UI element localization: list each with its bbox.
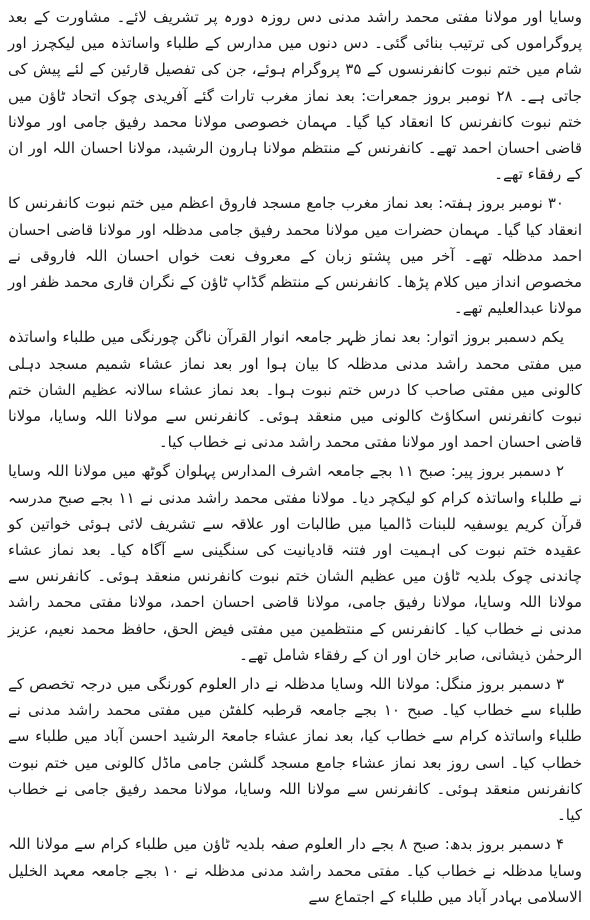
paragraph-dec-2: ۲ دسمبر بروز پیر: صبح ۱۱ بجے جامعہ اشرف المدارس پہلوان گوٹھ میں مولانا اللہ وسایا نے طلباء واساتذہ کرام کو لیکچر دیا۔ مولانا مفتی محمد راشد مدنی نے ۱۱ بجے صبح مدرسہ قرآن کریم یوسفیہ للبنات ڈالمیا میں طالبات اور علاقہ سے تشریف لائی ہوئی خواتین کو عقیدہ ختم نبوت کی اہمیت اور فتنہ قادیانیت کی سنگینی سے آگاہ کیا۔ بعد نماز عشاء چاندنی چوک بلدیہ ٹاؤن میں عظیم الشان ختم نبوت کانفرنس منعقد ہوئی۔ کانفرنس سے مولانا اللہ وسایا، مولانا رفیق جامی، مولانا قاضی احسان احمد، مولانا مفتی محمد راشد مدنی نے خطاب کیا۔ کانفرنس کے منتظمین میں مفتی فیض الحق، حافظ محمد نعیم، عزیز الرحمٰن ذیشانی، صابر خان اور ان کے رفقاء شامل تھے۔: [8, 462, 583, 664]
paragraph-intro: وسایا اور مولانا مفتی محمد راشد مدنی دس روزہ دورہ پر تشریف لائے۔ مشاورت کے بعد پروگراموں کی ترتیب بنائی گئی۔ دس دنوں میں مدارس کے طلباء واساتذہ میں لیکچرز اور شام میں ختم نبوت کانفرنسوں کے ۳۵ پروگرام ہوئے، جن کی تفصیل قارئین کے لئے پیش کی جاتی ہے۔ ۲۸ نومبر بروز جمعرات: بعد نماز مغرب تارات گئے آفریدی چوک اتحاد ٹاؤن میں ختم نبوت کانفرنس کا انعقاد کیا گیا۔ مہمان خصوصی مولانا محمد رفیق جامی اور مولانا قاضی احسان احمد تھے۔ کانفرنس کے منتظم مولانا ہارون الرشید، مولانا احسان اللہ اور ان کے رفقاء تھے۔: [8, 8, 582, 184]
paragraph-dec-1: یکم دسمبر بروز اتوار: بعد نماز ظہر جامعہ انوار القرآن ناگن چورنگی میں طلباء واساتذہ میں مفتی محمد راشد مدنی مدظلہ کا بیان ہوا اور بعد نماز عشاء شمیم مسجد دہلی کالونی میں مفتی صاحب کا درس ختم نبوت ہوا۔ بعد نماز عشاء سالانہ عظیم الشان ختم نبوت کانفرنس اسکاؤٹ کالونی میں منعقد ہوئی۔ کانفرنس سے مولانا اللہ وسایا، مولانا قاضی احسان احمد اور مولانا مفتی محمد راشد مدنی نے خطاب کیا۔: [8, 328, 582, 452]
paragraph-dec-4: ۴ دسمبر بروز بدھ: صبح ۸ بجے دار العلوم صفہ بلدیہ ٹاؤن میں طلباء کرام سے مولانا اللہ وسایا مدظلہ نے خطاب کیا۔ مفتی محمد راشد مدنی مدظلہ نے ۱۰ بجے جامعہ معہد الخلیل الاسلامی بہادر آباد میں طلباء کے اجتماع سے: [8, 835, 582, 906]
paragraph-dec-3: ۳ دسمبر بروز منگل: مولانا اللہ وسایا مدظلہ نے دار العلوم کورنگی میں درجہ تخصص کے طلباء سے خطاب کیا۔ صبح ۱۰ بجے جامعہ قرطبہ کلفٹن میں مفتی محمد راشد مدنی نے طلباء واساتذہ کرام سے خطاب کیا، بعد نماز عشاء جامعۃ الرشید احسن آباد میں طلباء سے خطاب کیا۔ اسی روز بعد نماز عشاء جامع مسجد گلشن جامی ماڈل کالونی میں ختم نبوت کانفرنس منعقد ہوئی۔ کانفرنس سے مولانا اللہ وسایا، مولانا محمد رفیق جامی نے خطاب کیا۔: [8, 675, 582, 825]
paragraph-nov-30: ۳۰ نومبر بروز ہفتہ: بعد نماز مغرب جامع مسجد فاروق اعظم میں ختم نبوت کانفرنس کا انعقاد کیا گیا۔ مہمان حضرات میں مولانا محمد رفیق جامی مدظلہ اور مولانا قاضی احسان احمد مدظلہ تھے۔ آخر میں پشتو زبان کے معروف نعت خواں احسان اللہ فاروقی نے مخصوص انداز میں کلام پڑھا۔ کانفرنس کے منتظم گڈاپ ٹاؤن کے نگران قاری محمد ظفر اور مولانا عبدالعلیم تھے۔: [8, 194, 582, 318]
